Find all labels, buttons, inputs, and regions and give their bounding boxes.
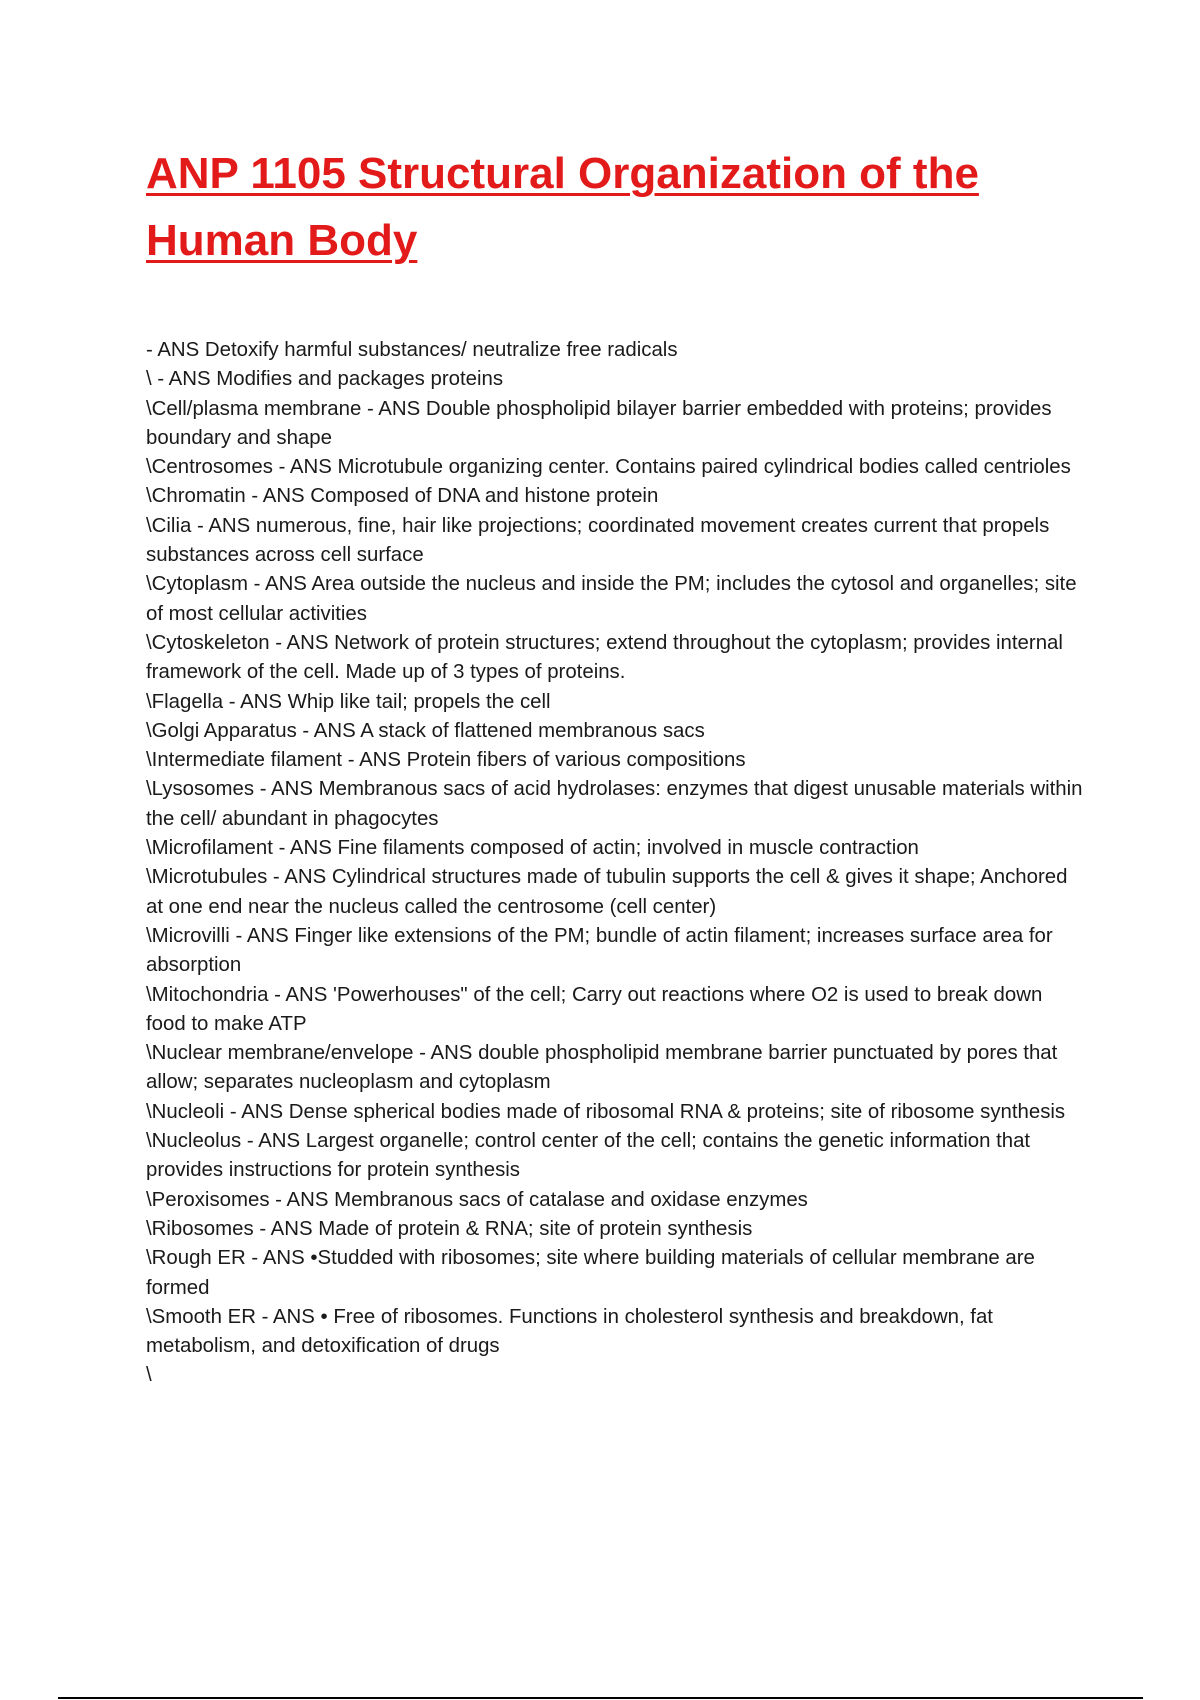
entry-line: - ANS Detoxify harmful substances/ neutralize free radicals xyxy=(146,339,678,361)
entry-line: \Lysosomes - ANS Membranous sacs of acid hydrolases: enzymes that digest unusable materials within the cell/ abundant in phagocytes xyxy=(146,778,1083,830)
entry-line: \Microtubules - ANS Cylindrical structures made of tubulin supports the cell & gives it shape; Anchored at one end near the nucleus called the centrosome (cell center) xyxy=(146,866,1068,918)
entry-line: \Cilia - ANS numerous, fine, hair like projections; coordinated movement creates current that propels substances across cell surface xyxy=(146,514,1050,567)
entry-line: \Cytoskeleton - ANS Network of protein structures; extend throughout the cytoplasm; provides internal framework of the cell. Made up of 3 types of proteins. xyxy=(146,631,1063,684)
entry-line: \Rough ER - ANS •Studded with ribosomes; site where building materials of cellular membrane are formed xyxy=(146,1247,1035,1299)
entry-line: \Microfilament - ANS Fine filaments composed of actin; involved in muscle contraction xyxy=(146,837,919,860)
entry-line: \Cytoplasm - ANS Area outside the nucleus and inside the PM; includes the cytosol and organelles; site of most cellular activities xyxy=(146,573,1077,625)
entry-line: \ xyxy=(146,1364,152,1387)
entry-line: \Smooth ER - ANS • Free of ribosomes. Functions in cholesterol synthesis and breakdown, fat metabolism, and detoxification of drugs xyxy=(146,1305,993,1358)
footer-rule xyxy=(58,1697,1143,1699)
entry-line: \Nuclear membrane/envelope - ANS double phospholipid membrane barrier punctuated by pores that allow; separates nucleoplasm and cytoplasm xyxy=(146,1042,1058,1094)
entry-line: \Flagella - ANS Whip like tail; propels the cell xyxy=(146,690,551,713)
entry-line: \Intermediate filament - ANS Protein fibers of various compositions xyxy=(146,749,746,772)
entry-line: \Chromatin - ANS Composed of DNA and histone protein xyxy=(146,485,659,508)
entry-line: \Nucleolus - ANS Largest organelle; control center of the cell; contains the genetic information that provides instructions for protein synthesis xyxy=(146,1130,1031,1182)
entry-line: \Nucleoli - ANS Dense spherical bodies made of ribosomal RNA & proteins; site of ribosome synthesis xyxy=(146,1100,1066,1123)
document-title: ANP 1105 Structural Organization of the Human Body xyxy=(146,149,979,265)
entry-line: \Microvilli - ANS Finger like extensions of the PM; bundle of actin filament; increases surface area for absorption xyxy=(146,924,1053,977)
entry-line: \Golgi Apparatus - ANS A stack of flattened membranous sacs xyxy=(146,719,705,742)
entry-line: \Centrosomes - ANS Microtubule organizing center. Contains paired cylindrical bodies called centrioles xyxy=(146,456,1071,479)
entry-line: \Cell/plasma membrane - ANS Double phospholipid bilayer barrier embedded with proteins; provides boundary and shape xyxy=(146,397,1052,449)
document-body xyxy=(146,336,1086,1391)
entry-line: \Peroxisomes - ANS Membranous sacs of catalase and oxidase enzymes xyxy=(146,1188,808,1211)
entry-line: \ - ANS Modifies and packages proteins xyxy=(146,368,504,391)
entry-line: \Ribosomes - ANS Made of protein & RNA; site of protein synthesis xyxy=(146,1217,753,1240)
entry-line: \Mitochondria - ANS 'Powerhouses" of the cell; Carry out reactions where O2 is used to break down food to make ATP xyxy=(146,983,1043,1035)
